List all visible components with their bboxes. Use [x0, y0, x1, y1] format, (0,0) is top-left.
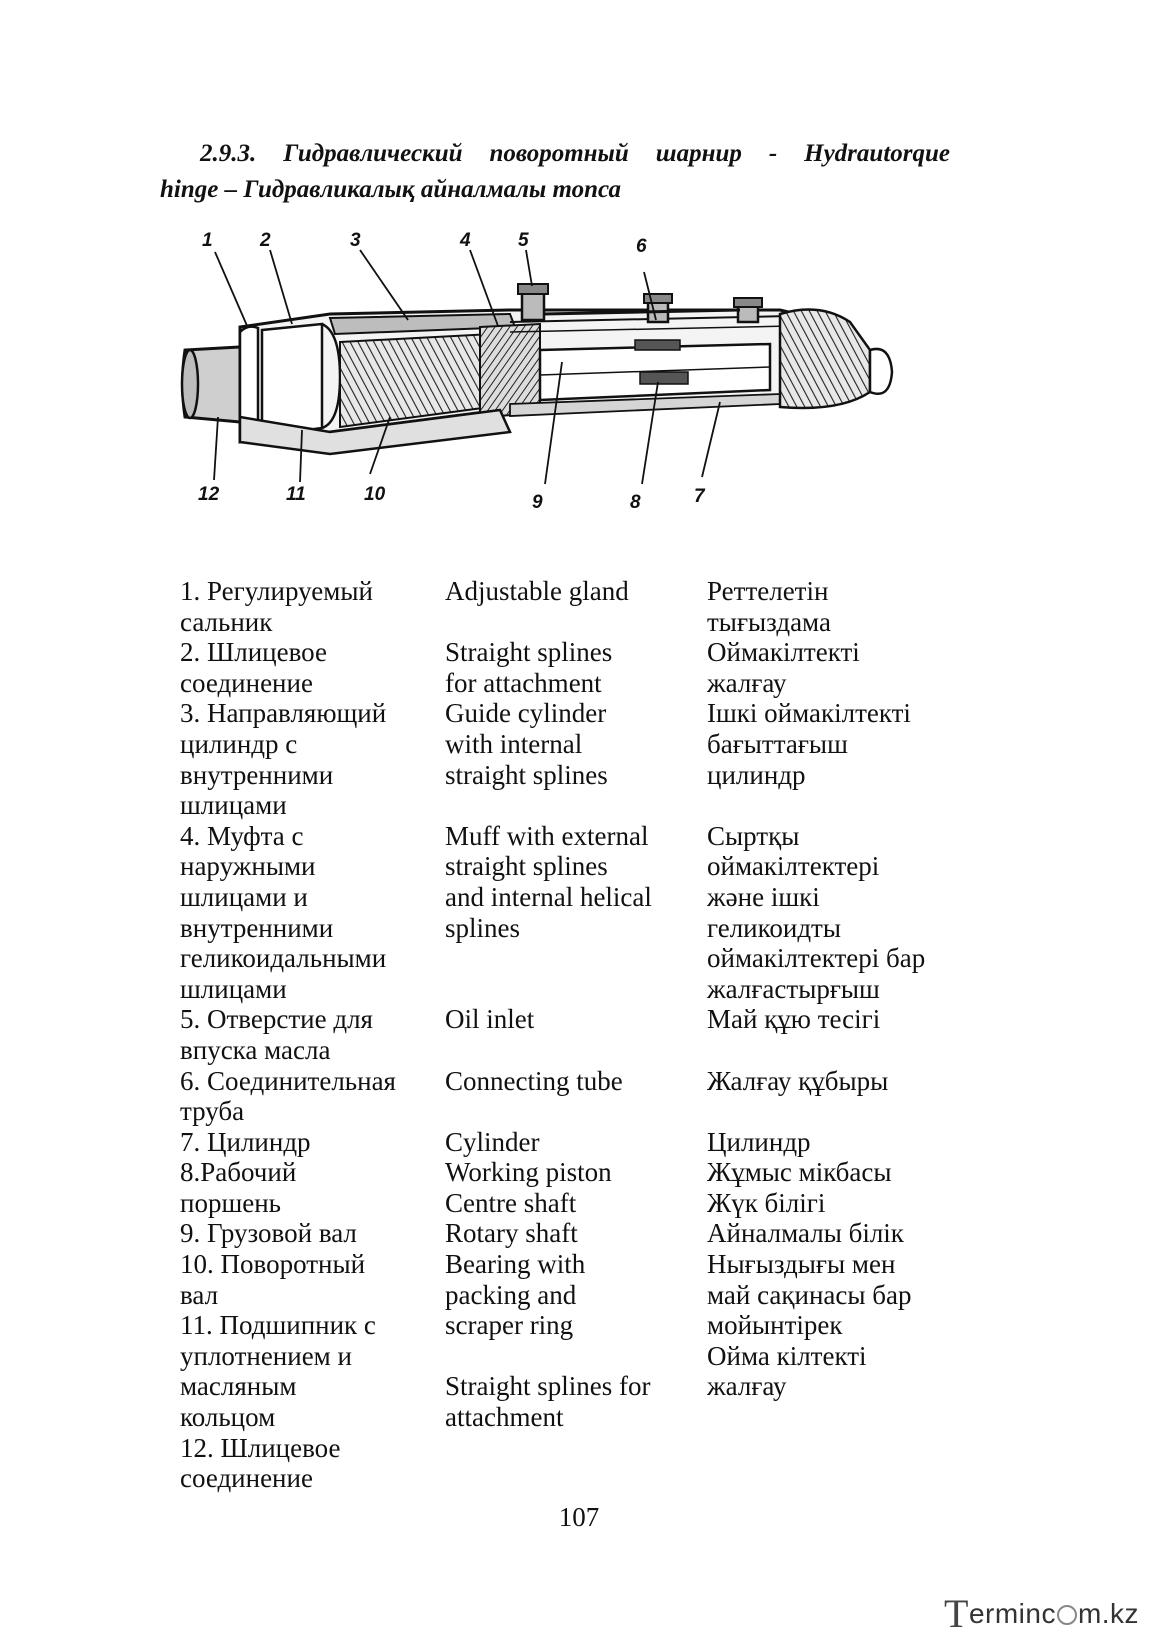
term-ru: 4. Муфта с наружными шлицами и внутренними геликоидальными шлицами: [180, 820, 387, 1004]
term-ru: 11. Подшипник с уплотнением и масляным кольцом: [180, 1310, 376, 1433]
term-en: Oil inlet: [445, 1004, 535, 1035]
term-row: [180, 1127, 960, 1158]
term-kz: Нығыздығы мен май сақинасы бар: [707, 1249, 912, 1310]
term-row: [180, 576, 960, 637]
term-kz: Айналмалы білік: [707, 1218, 904, 1249]
figure-label-9: 9: [532, 492, 543, 513]
term-en: Guide cylinder with internal straight splines: [445, 698, 608, 790]
term-row: [180, 1218, 960, 1249]
term-row: [180, 637, 960, 698]
term-en: Muff with external straight splines and internal helical splines: [445, 820, 652, 943]
term-ru: 1. Регулируемый сальник: [180, 576, 373, 637]
term-row: [180, 698, 960, 820]
figure-label-2: 2: [260, 232, 271, 251]
term-ru: 5. Отверстие для впуска масла: [180, 1004, 373, 1065]
term-row: [180, 1066, 960, 1127]
term-en: Straight splines for attachment: [445, 637, 613, 698]
term-row: [180, 1249, 960, 1310]
figure-label-8: 8: [630, 492, 641, 513]
heading-line-1: 2.9.3. Гидравлический поворотный шарнир - Hydrautorque: [200, 140, 950, 167]
figure-label-11: 11: [286, 484, 306, 505]
term-ru: 2. Шлицевое соединение: [180, 637, 327, 698]
term-ru: 6. Соединительная труба: [180, 1065, 396, 1127]
term-kz: Май құю тесігі: [707, 1004, 881, 1035]
term-en: Bearing with packing and: [445, 1249, 586, 1310]
figure-label-5: 5: [518, 232, 529, 251]
term-row: [180, 821, 960, 1005]
term-kz: Цилиндр: [707, 1126, 811, 1157]
term-en: Adjustable gland: [445, 576, 629, 606]
term-row: [180, 1004, 960, 1065]
term-en: Working piston Centre shaft: [445, 1157, 612, 1218]
term-en: Connecting tube: [445, 1065, 623, 1096]
term-kz: Ішкі оймакілтекті бағыттағыш цилиндр: [707, 698, 911, 790]
terms-table: [180, 576, 960, 1494]
term-row: [180, 1310, 960, 1432]
term-kz: мойынтірек Ойма кілтекті жалғау: [707, 1310, 867, 1402]
term-ru: 12. Шлицевое соединение: [180, 1432, 341, 1494]
figure-label-10: 10: [364, 484, 386, 505]
term-kz: Реттелетін тығыздама: [707, 576, 831, 637]
term-kz: [707, 1433, 960, 1494]
term-kz: Оймакілтекті жалғау: [707, 637, 860, 698]
term-en: [445, 1433, 707, 1494]
figure-label-4: 4: [460, 232, 471, 251]
figure-label-12: 12: [198, 484, 220, 505]
site-logo: Terminc m.kz: [944, 1591, 1140, 1636]
figure-label-1: 1: [202, 232, 213, 251]
term-ru: 8.Рабочий поршень: [180, 1157, 297, 1218]
term-kz: Жалғау құбыры: [707, 1065, 889, 1096]
page-number: 107: [558, 1502, 600, 1532]
figure-label-7: 7: [694, 486, 705, 507]
figure-label-6: 6: [636, 236, 647, 257]
term-ru: 3. Направляющий цилиндр с внутренними шлицами: [180, 698, 387, 821]
term-en: scraper ring Straight splines for attachment: [445, 1310, 651, 1433]
term-ru: 9. Грузовой вал: [180, 1218, 357, 1249]
term-ru: 10. Поворотный вал: [180, 1249, 366, 1310]
term-kz: Сыртқы оймакілтектері және ішкі геликоидты оймакілтектері бар жалғастырғыш: [707, 820, 926, 1004]
section-heading: [160, 136, 950, 208]
figure-label-3: 3: [350, 232, 361, 251]
term-row: [180, 1433, 960, 1494]
hinge-diagram: [180, 232, 930, 537]
term-kz: Жұмыс мікбасы Жүк білігі: [707, 1157, 892, 1218]
term-ru: 7. Цилиндр: [180, 1126, 311, 1157]
term-en: Cylinder: [445, 1126, 540, 1157]
hinge-cutaway-drawing: [180, 232, 930, 537]
heading-line-2: hinge – Гидравликалық айналмалы топса: [160, 176, 621, 203]
term-row: [180, 1157, 960, 1218]
term-en: Rotary shaft: [445, 1218, 578, 1249]
